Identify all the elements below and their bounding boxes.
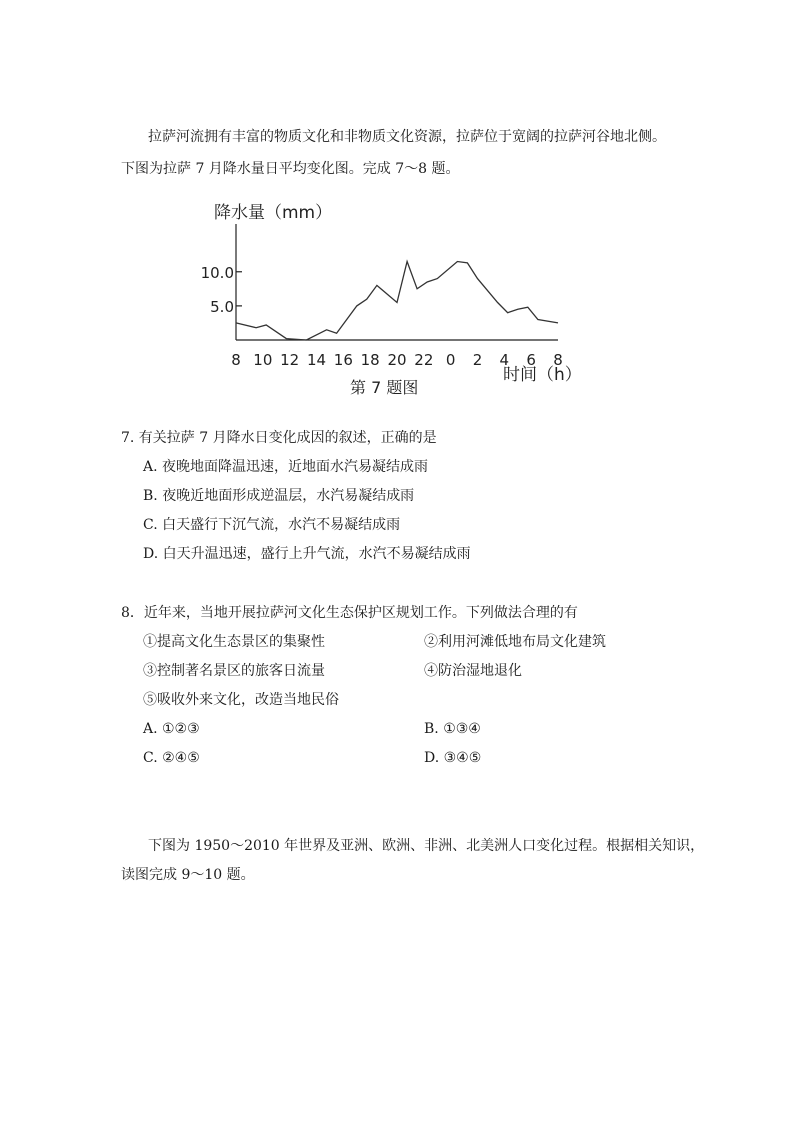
chart-xlabel: 时间（h）: [503, 365, 582, 385]
passage1-line2: 下图为拉萨 7 月降水量日平均变化图。完成 7～8 题。: [121, 161, 460, 177]
x-tick-label-1: 10: [253, 351, 273, 369]
x-tick-label-8: 0: [445, 351, 456, 369]
q7-option-d: D. 白天升温迅速，盛行上升气流，水汽不易凝结成雨: [143, 546, 471, 562]
q8-item-5: ⑤吸收外来文化，改造当地民俗: [143, 692, 339, 708]
y-tick-label-1: 10.0: [200, 263, 234, 282]
q7-option-a: A. 夜晚地面降温迅速，近地面水汽易凝结成雨: [143, 459, 429, 475]
q8-item-3: ③控制著名景区的旅客日流量: [143, 663, 325, 679]
passage2-line1: 下图为 1950～2010 年世界及亚洲、欧洲、非洲、北美洲人口变化过程。根据相关知识，: [148, 838, 705, 854]
x-tick-label-9: 2: [472, 351, 483, 369]
q7-option-c: C. 白天盛行下沉气流，水汽不易凝结成雨: [143, 517, 401, 533]
y-tick-label-0: 5.0: [210, 297, 234, 316]
x-tick-label-0: 8: [231, 351, 241, 369]
x-tick-label-10: 4: [499, 351, 510, 369]
q8-stem: 8．近年来，当地开展拉萨河文化生态保护区规划工作。下列做法合理的有: [121, 605, 578, 621]
x-tick-label-12: 8: [553, 351, 563, 369]
q7-stem: 7. 有关拉萨 7 月降水日变化成因的叙述，正确的是: [121, 430, 437, 446]
q8-item-1: ①提高文化生态景区的集聚性: [143, 634, 325, 650]
passage1-line1: 拉萨河流拥有丰富的物质文化和非物质文化资源，拉萨位于宽阔的拉萨河谷地北侧。: [148, 129, 666, 145]
q7-option-b: B. 夜晚近地面形成逆温层，水汽易凝结成雨: [143, 488, 415, 504]
precipitation-series-line: [236, 262, 558, 341]
q8-option-c: C. ②④⑤: [143, 750, 200, 766]
passage2-line2: 读图完成 9～10 题。: [121, 867, 255, 883]
x-tick-label-3: 14: [306, 351, 327, 369]
q8-option-b: B. ①③④: [424, 721, 481, 737]
x-tick-label-4: 16: [333, 351, 353, 369]
precipitation-chart: [200, 192, 600, 402]
x-tick-label-2: 12: [280, 351, 300, 369]
x-tick-label-11: 6: [526, 351, 536, 369]
q8-option-a: A. ①②③: [143, 721, 200, 737]
q8-item-2: ②利用河滩低地布局文化建筑: [424, 634, 606, 650]
chart-ylabel: 降水量（mm）: [214, 203, 333, 223]
x-tick-label-5: 18: [360, 351, 380, 369]
q8-item-4: ④防治湿地退化: [424, 663, 522, 679]
chart-caption: 第 7 题图: [350, 378, 419, 397]
q8-option-d: D. ③④⑤: [424, 750, 482, 766]
x-tick-label-7: 22: [414, 351, 434, 369]
x-tick-label-6: 20: [387, 351, 407, 369]
